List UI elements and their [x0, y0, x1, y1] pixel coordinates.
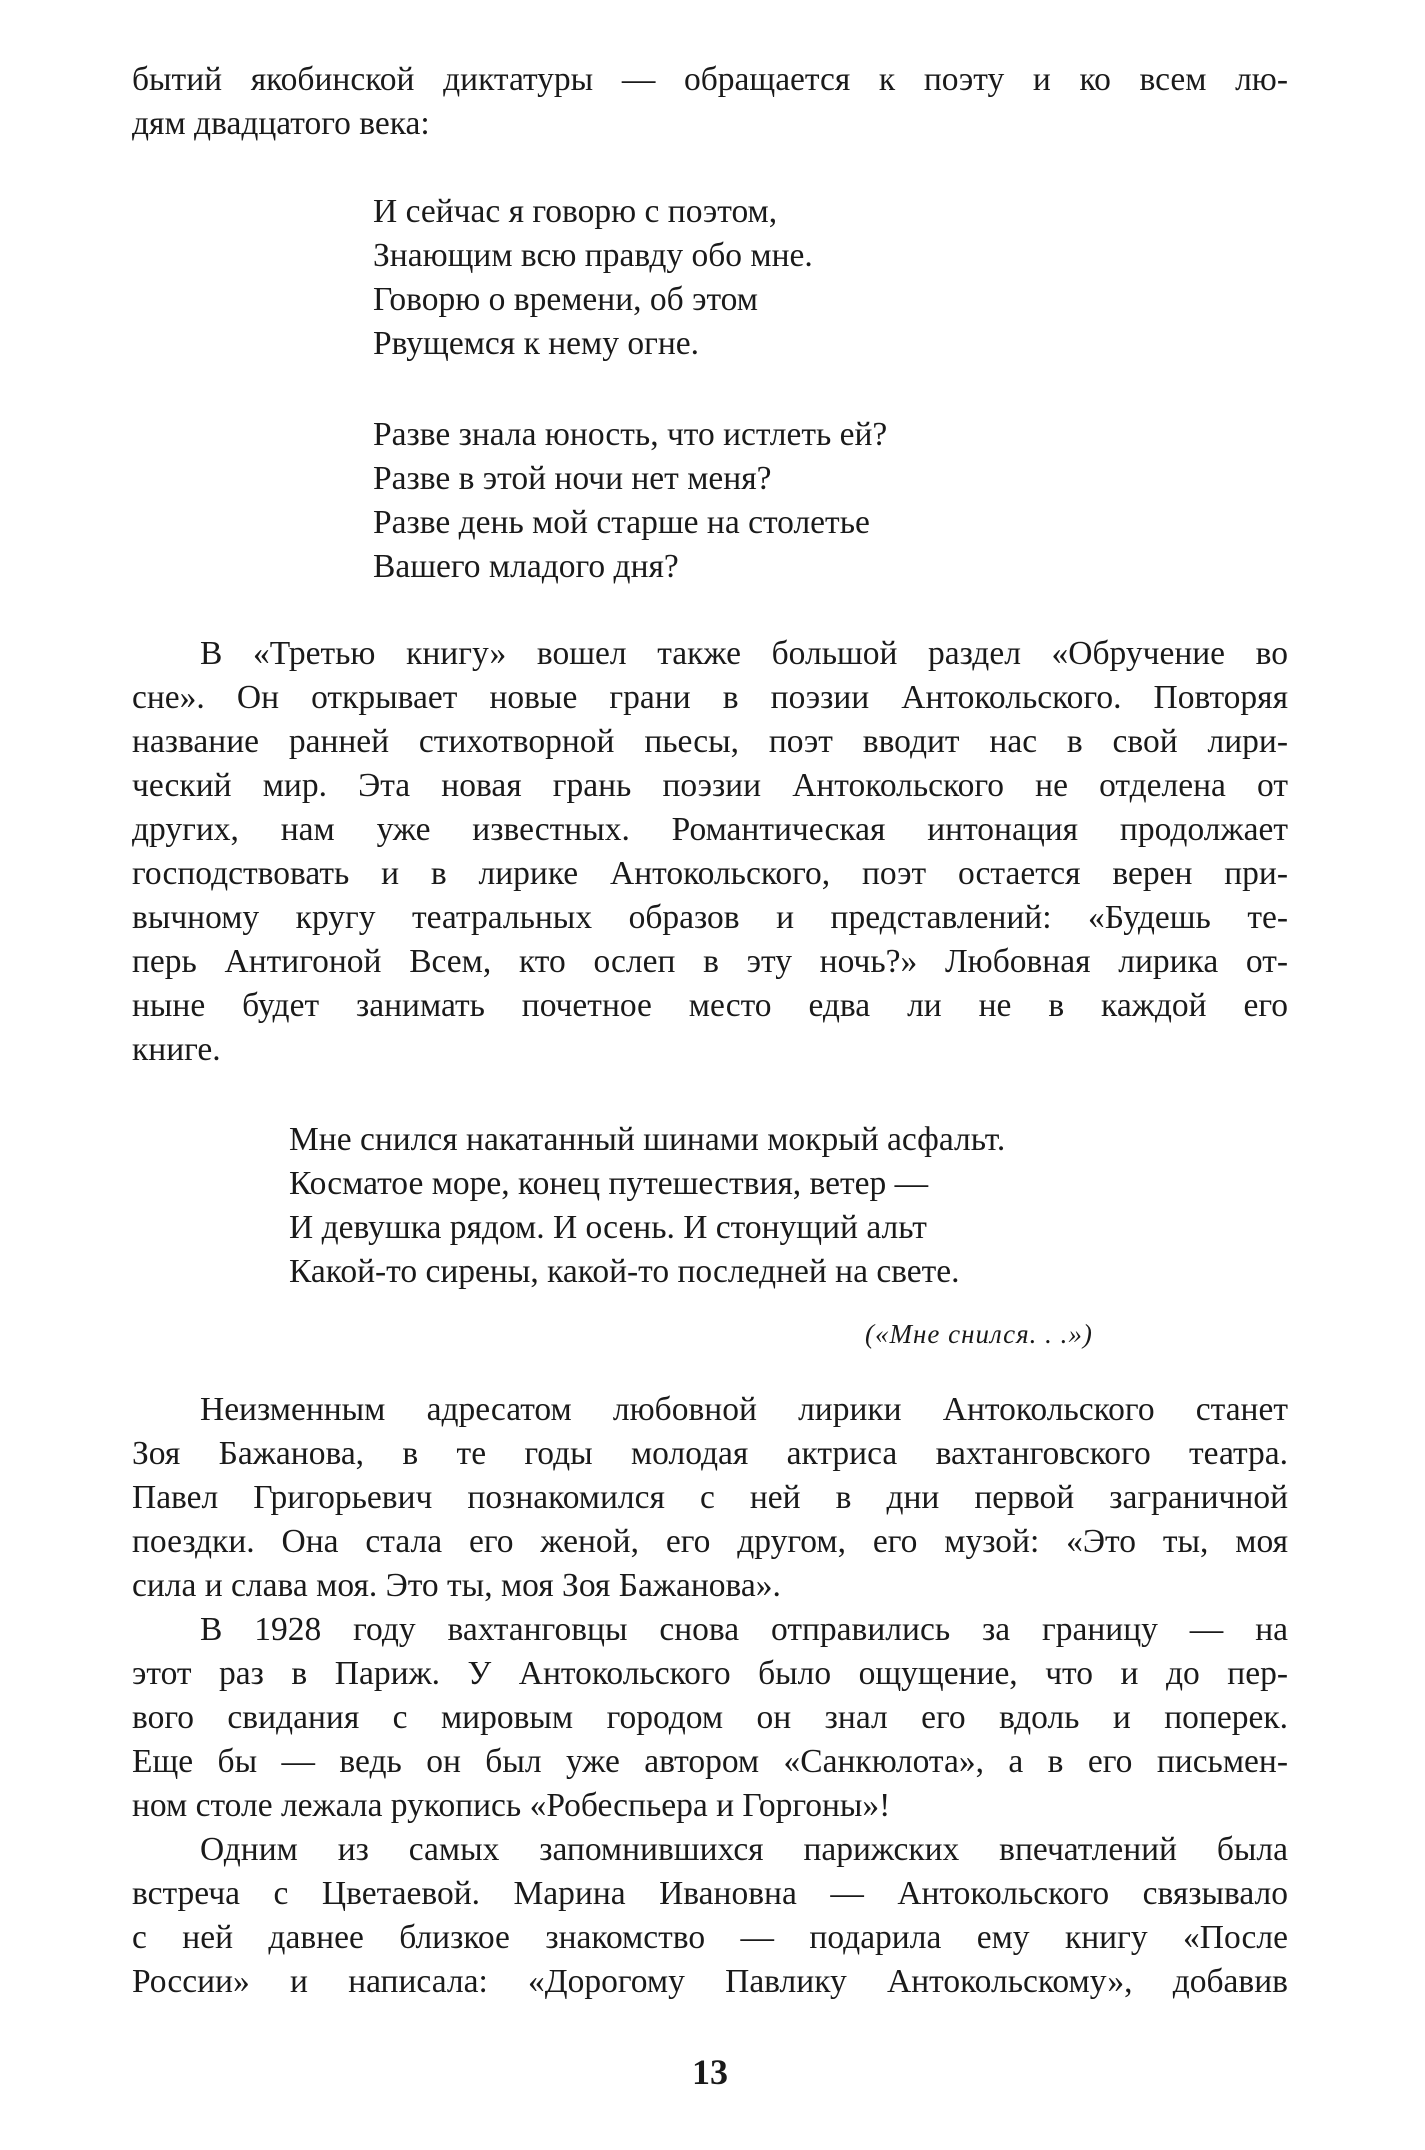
text-line: Павел Григорьевич познакомился с ней в дни первой заграничной — [132, 1479, 1288, 1516]
verse-line: И сейчас я говорю с поэтом, — [373, 193, 778, 230]
text-line: ческий мир. Эта новая грань поэзии Антокольского не отделена от — [132, 767, 1288, 804]
text-line: дям двадцатого века: — [132, 105, 430, 142]
text-line: с ней давнее близкое знакомство — подарила ему книгу «После — [132, 1919, 1288, 1956]
text-line: других, нам уже известных. Романтическая интонация продолжает — [132, 811, 1288, 848]
text-line: России» и написала: «Дорогому Павлику Антокольскому», добавив — [132, 1963, 1288, 2000]
text-line: бытий якобинской диктатуры — обращается к поэту и ко всем лю- — [132, 61, 1288, 98]
verse-line: Мне снился накатанный шинами мокрый асфальт. — [289, 1121, 1006, 1158]
text-line: Одним из самых запомнившихся парижских впечатлений была — [200, 1831, 1288, 1868]
text-line: Зоя Бажанова, в те годы молодая актриса вахтанговского театра. — [132, 1435, 1288, 1472]
text-line: сне». Он открывает новые грани в поэзии Антокольского. Повторяя — [132, 679, 1288, 716]
text-line: поездки. Она стала его женой, его другом, его музой: «Это ты, моя — [132, 1523, 1288, 1560]
text-line: этот раз в Париж. У Антокольского было ощущение, что и до пер- — [132, 1655, 1288, 1692]
text-line: вого свидания с мировым городом он знал его вдоль и поперек. — [132, 1699, 1288, 1736]
text-line: ном столе лежала рукопись «Робеспьера и Горгоны»! — [132, 1787, 891, 1824]
text-line: вычному кругу театральных образов и представлений: «Будешь те- — [132, 899, 1288, 936]
text-line: перь Антигоной Всем, кто ослеп в эту ночь?» Любовная лирика от- — [132, 943, 1288, 980]
text-line: Еще бы — ведь он был уже автором «Санкюлота», а в его письмен- — [132, 1743, 1288, 1780]
text-line: ныне будет занимать почетное место едва ли не в каждой его — [132, 987, 1288, 1024]
verse-line: И девушка рядом. И осень. И стонущий альт — [289, 1209, 927, 1246]
verse-line: Разве в этой ночи нет меня? — [373, 460, 772, 497]
verse-line: Рвущемся к нему огне. — [373, 325, 700, 362]
text-line: В «Третью книгу» вошел также большой раздел «Обручение во — [200, 635, 1288, 672]
verse-line: Разве знала юность, что истлеть ей? — [373, 416, 888, 453]
text-line: встреча с Цветаевой. Марина Ивановна — Антокольского связывало — [132, 1875, 1288, 1912]
poem-source: («Мне снился. . .») — [865, 1319, 1093, 1349]
verse-line: Какой-то сирены, какой-то последней на свете. — [289, 1253, 960, 1290]
verse-line: Знающим всю правду обо мне. — [373, 237, 813, 274]
text-line: сила и слава моя. Это ты, моя Зоя Бажанова». — [132, 1567, 781, 1604]
verse-line: Разве день мой старше на столетье — [373, 504, 870, 541]
page-number: 13 — [692, 2052, 728, 2092]
verse-line: Вашего младого дня? — [373, 548, 679, 585]
text-line: В 1928 году вахтанговцы снова отправились за границу — на — [200, 1611, 1288, 1648]
verse-line: Говорю о времени, об этом — [373, 281, 758, 318]
text-line: название ранней стихотворной пьесы, поэт вводит нас в свой лири- — [132, 723, 1288, 760]
verse-line: Косматое море, конец путешествия, ветер — — [289, 1165, 929, 1202]
text-line: господствовать и в лирике Антокольского, поэт остается верен при- — [132, 855, 1288, 892]
text-line: книге. — [132, 1031, 221, 1068]
text-line: Неизменным адресатом любовной лирики Антокольского станет — [200, 1391, 1288, 1428]
